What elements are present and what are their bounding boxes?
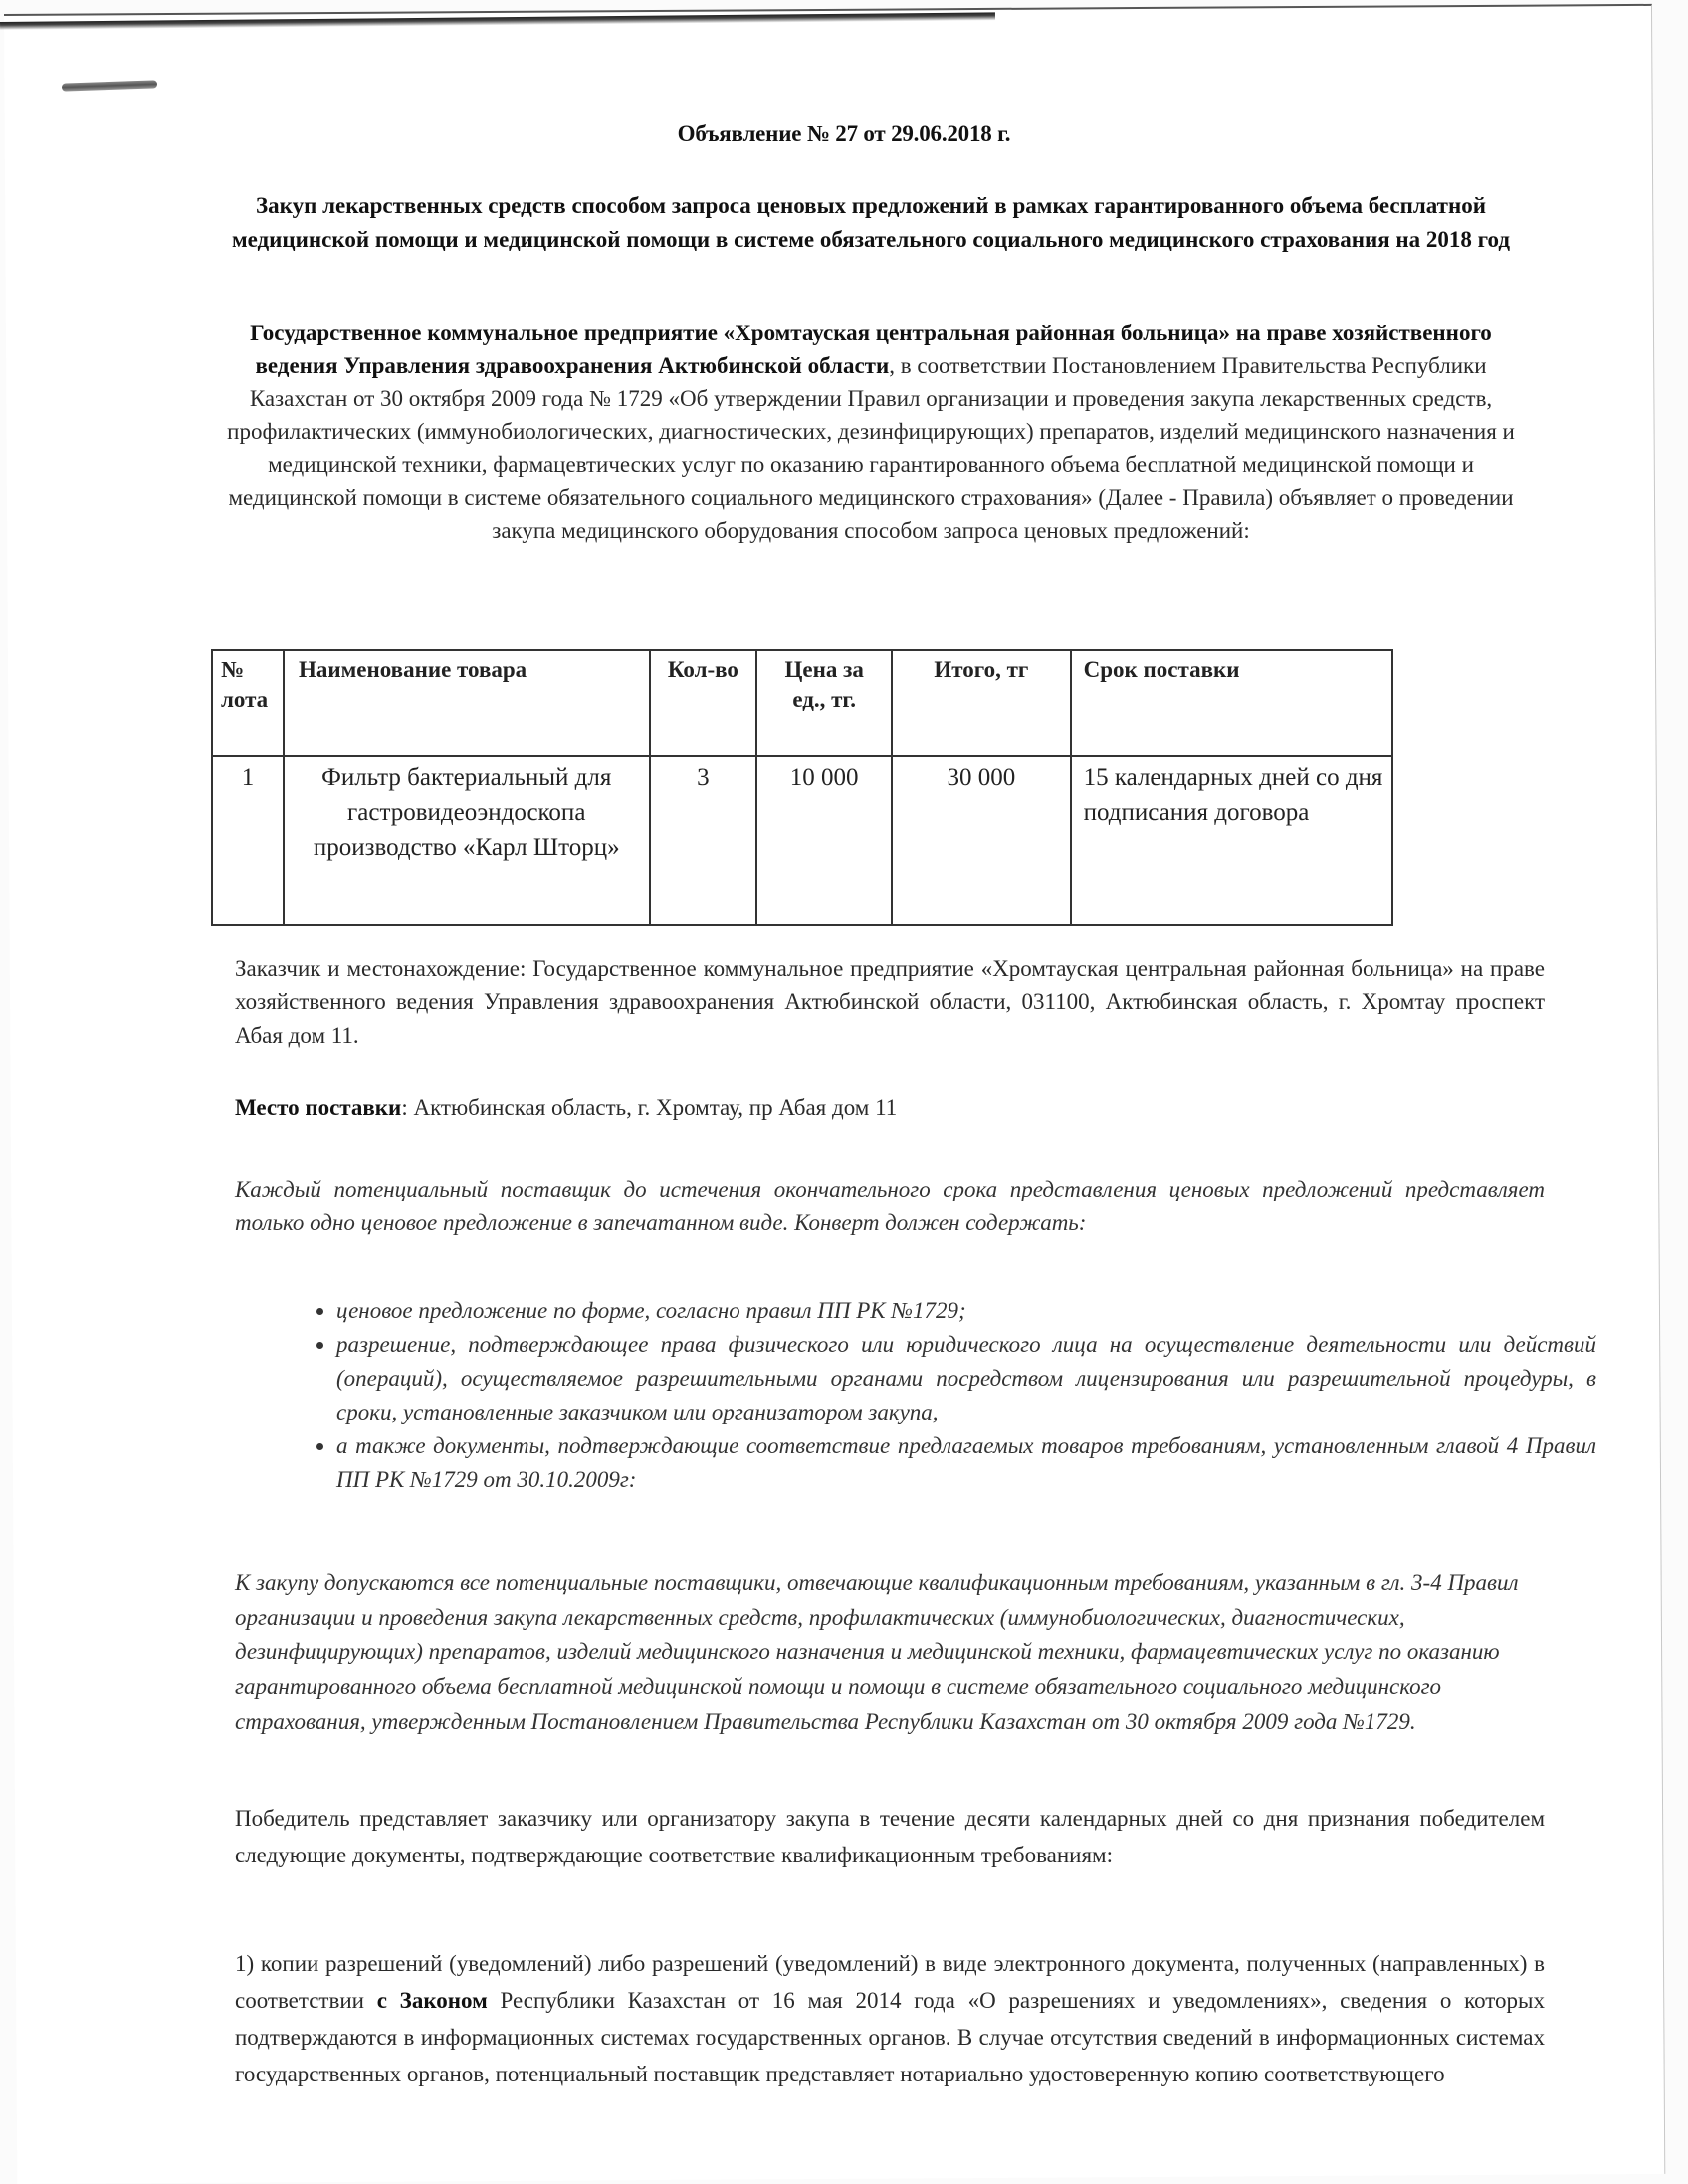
announcement-subtitle: Закуп лекарственных средств способом запроса ценовых предложений в рамках гарантированного объема бесплатной медицинской помощи и медицинской помощи в системе обязательного социального медицинского страхования на 2018 год xyxy=(231,193,1511,252)
list-item: • ценовое предложение по форме, согласно правил ПП РК №1729; xyxy=(336,1294,1596,1328)
organizer-name: Государственное коммунальное предприятие «Хромтауская центральная районная больница» на праве хозяйственного ведения Управления здравоохранения Актюбинской области xyxy=(250,321,1492,378)
cell-unit-price: 10 000 xyxy=(756,756,892,925)
cell-total: 30 000 xyxy=(892,756,1071,925)
item1-text-end: Республики Казахстан от 16 мая 2014 года «О разрешениях и уведомлениях», сведения о которых подтверждаются в информационных системах государственных органов. В случае отсутствия сведений в информационных системах государственных органов, потенциальный поставщик представляет нотариально удостоверенную копию соответствующего xyxy=(235,1988,1546,2086)
table-row xyxy=(212,756,1392,925)
delivery-place-label: Место поставки xyxy=(235,1095,402,1120)
winner-paragraph: Победитель представляет заказчику или организатору закупа в течение десяти календарных дней со дня признания победителем следующие документы, подтверждающие соответствие квалификационным требованиям: xyxy=(235,1806,1545,1867)
header-total: Итого, тг xyxy=(892,650,1071,756)
delivery-place-value: : Актюбинская область, г. Хромтау, пр Абая дом 11 xyxy=(401,1095,898,1120)
header-quantity: Кол-во xyxy=(650,650,757,756)
intro-paragraph xyxy=(224,317,1518,546)
cell-product-name: Фильтр бактериальный для гастровидеоэндоскопа производство «Карл Шторц» xyxy=(284,756,650,925)
list-item: • разрешение, подтверждающее права физического или юридического лица на осуществление деятельности или действий (операций), осуществляемое разрешительными органами посредством лицензирования или разрешительной процедуры, в сроки, установленные заказчиком или организатором закупа, xyxy=(336,1328,1596,1429)
law-reference: с Законом xyxy=(376,1988,488,2013)
envelope-requirements-list xyxy=(285,1294,1596,1497)
header-lot-number: № лота xyxy=(212,650,284,756)
envelope-intro-paragraph: Каждый потенциальный поставщик до истечения окончательного срока представления ценовых предложений представляет только одно ценовое предложение в запечатанном виде. Конверт должен содержать: xyxy=(235,1177,1545,1235)
delivery-place-paragraph xyxy=(235,1091,1545,1125)
admission-paragraph: К закупу допускаются все потенциальные поставщики, отвечающие квалификационным требованиям, указанным в гл. 3-4 Правил организации и проведения закупа лекарственных средств, профилактических (иммунобиологических, диагностических, дезинфицирующих) препаратов, изделий медицинского назначения и медицинской техники, фармацевтических услуг по оказанию гарантированного объема бесплатной медицинской помощи и помощи в системе обязательного социального медицинского страхования, утвержденным Постановлением Правительства Республики Казахстан от 30 октября 2009 года №1729. xyxy=(235,1570,1519,1734)
header-delivery-term: Срок поставки xyxy=(1071,650,1392,756)
cell-quantity: 3 xyxy=(650,756,757,925)
item1-text-start: 1) копии разрешений (уведомлений) либо разрешений (уведомлений) в виде электронного документа, полученных (направленных) в соответствии xyxy=(235,1951,1545,2013)
requirement-item-1 xyxy=(235,1945,1545,2092)
cell-delivery-term: 15 календарных дней со дня подписания договора xyxy=(1071,756,1392,925)
cell-lot-number: 1 xyxy=(212,756,284,925)
customer-paragraph: Заказчик и местонахождение: Государственное коммунальное предприятие «Хромтауская центральная районная больница» на праве хозяйственного ведения Управления здравоохранения Актюбинской области, 031100, Актюбинская область, г. Хромтау проспект Абая дом 11. xyxy=(235,956,1545,1048)
announcement-title: Объявление № 27 от 29.06.2018 г. xyxy=(677,121,1011,146)
list-item: • а также документы, подтверждающие соответствие предлагаемых товаров требованиям, установленным главой 4 Правил ПП РК №1729 от 30.10.2009г: xyxy=(336,1429,1596,1497)
header-unit-price: Цена за ед., тг. xyxy=(756,650,892,756)
table-header-row xyxy=(212,650,1392,756)
lots-table xyxy=(211,649,1393,926)
header-product-name: Наименование товара xyxy=(284,650,650,756)
intro-text: , в соответствии Постановлением Правительства Республики Казахстан от 30 октября 2009 года № 1729 «Об утверждении Правил организации и проведения закупа лекарственных средств, профилактических (иммунобиологических, диагностических, дезинфицирующих) препаратов, изделий медицинского назначения и медицинской техники, фармацевтических услуг по оказанию гарантированного объема бесплатной медицинской помощи и медицинской помощи в системе обязательного социального медицинского страхования» (Далее - Правила) объявляет о проведении закупа медицинского оборудования способом запроса ценовых предложений: xyxy=(227,353,1515,543)
